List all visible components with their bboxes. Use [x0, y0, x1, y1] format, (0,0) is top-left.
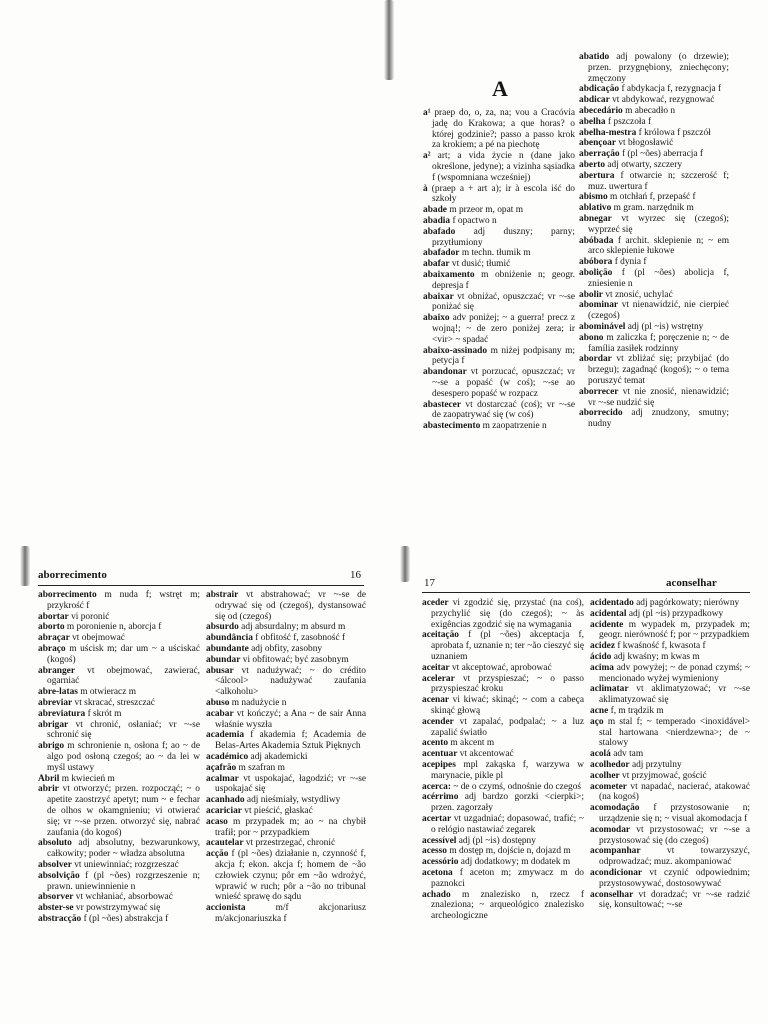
entry: abominar vt nienawidzić, nie cierpieć (czegoś) — [579, 300, 729, 322]
entry: abrir vt otworzyć; przen. rozpocząć; ~ o apetite zaostrzyć apetyt; num ~ e fechar de olhos w okamgnieniu; vi otwierać się; vr ~-se przen. otworzyć się, nabrać zaufania (do kogoś) — [38, 784, 200, 838]
entry: acomodar vt przystosować; vr ~-se a przystosować się (do czegoś) — [590, 824, 750, 846]
entry: acelerar vt przyspieszać; ~ o passo przyspieszać kroku — [422, 673, 584, 695]
entry: accionista m/f akcjonariusz m/akcjonariuszka f — [206, 903, 366, 924]
entry: acesso m dostęp m, dojście n, dojazd m — [422, 846, 571, 857]
entry: acção f (pl ~ões) działanie n, czynność f, akcja f; ekon. akcja f; homem de ~ão człowiek czynu; pôr em ~ão wdrożyć, wprawić w ruch; pôr a ~ão no tribunal wnieść sprawę do sądu — [206, 849, 366, 903]
entry: acetona f aceton m; zmywacz m do paznokci — [422, 867, 584, 889]
entry: acne f, m trądzik m — [590, 705, 664, 716]
entry: abafador m techn. tłumik m — [423, 248, 531, 259]
entry: abundante adj obfity, zasobny — [206, 643, 323, 654]
running-head: aborrecimento — [38, 569, 107, 581]
page16-column-1 — [38, 590, 200, 925]
entry: absurdo adj absurdalny; m absurd m — [206, 622, 346, 633]
entry: abelha f pszczoła f — [579, 116, 652, 127]
entry: aborrecido adj znudzony, smutny; nudny — [579, 408, 729, 430]
entry: acerca: ~ de o czymś, odnośnie do czegoś — [422, 781, 582, 792]
entry: abre-latas m otwieracz m — [38, 687, 136, 698]
entry: academia f akademia f; Academia de Belas-Artes Akademia Sztuk Pięknych — [206, 730, 366, 752]
entry: a² art; a vida życie n (dane jako określone, jedyne); a vizinha sąsiadka f (wspomniana wcześniej) — [423, 151, 575, 183]
entry: acessível adj (pl ~is) dostępny — [422, 835, 536, 846]
entry: abordar vt zbliżać się; przybijać (do brzegu); zagadnąć (kogoś); ~ o tema poruszyć temat — [579, 354, 729, 386]
entry: abecedário m abecadło n — [579, 105, 676, 116]
entry: absoluto adj absolutny, bezwarunkowy, całkowity; poder ~ władza absolutna — [38, 838, 200, 860]
entry: abreviar vt skracać, streszczać — [38, 697, 155, 708]
entry: absolvição f (pl ~ões) rozgrzeszenie n; prawn. uniewinnienie n — [38, 870, 200, 892]
entry: abade m przeor m, opat m — [423, 205, 523, 216]
entry: aceitar vt akceptować, aprobować — [422, 662, 552, 673]
page-number: 17 — [424, 577, 435, 589]
entry: acanhado adj nieśmiały, wstydliwy — [206, 795, 341, 806]
entry: acidez f kwaśność f, kwasota f — [590, 641, 706, 652]
entry: açafrão m szafran m — [206, 762, 285, 773]
entry: aço m stal f; ~ temperado <inoxidável> stal hartowana <nierdzewna>; de ~ stalowy — [590, 716, 750, 749]
entry: abusar vt nadużywać; ~ do crédito <álcool> nadużywać zaufania <alkoholu> — [206, 665, 366, 698]
top-column-2 — [579, 52, 729, 430]
entry: abolir vt znosić, uchylać — [579, 289, 673, 300]
entry: acolher vt przyjmować, gościć — [590, 770, 707, 781]
entry: abóbora f dynia f — [579, 257, 647, 268]
entry: ácido adj kwaśny; m kwas m — [590, 651, 700, 662]
entry: acaso m przypadek m; ao ~ na chybił trafił; por ~ przypadkiem — [206, 816, 366, 838]
entry: abismo m otchłań f, przepaść f — [579, 192, 696, 203]
section-letter: A — [492, 76, 508, 101]
entry: acidente m wypadek m, przypadek m; geogr. nierówność f; por ~ przypadkiem — [590, 619, 750, 641]
entry: abundar vi obfitować; być zasobnym — [206, 654, 349, 665]
entry: acautelar vt przestrzegać, chronić — [206, 838, 336, 849]
page-number: 16 — [350, 569, 361, 581]
entry: aclimatar vt aklimatyzować; vr ~-se aklimatyzować się — [590, 684, 750, 706]
header-rule — [422, 592, 750, 593]
entry: abafar vt dusić; tłumić — [423, 259, 511, 270]
entry: abastecimento m zaopatrzenie n — [423, 421, 547, 432]
entry: acolá adv tam — [590, 749, 644, 760]
entry: aberto adj otwarty, szczery — [579, 159, 683, 170]
entry: à (praep a + art a); ir à escola iść do szkoły — [423, 183, 575, 205]
entry: ablativo m gram. narzędnik m — [579, 203, 694, 214]
entry: acentuar vt akcentować — [422, 749, 514, 760]
entry: abolição f (pl ~ões) abolicja f, zniesienie n — [579, 267, 729, 289]
entry: abandonar vt porzucać, opuszczać; vr ~-se a popaść (w coś); ~-se ao desespero popaść w rozpacz — [423, 367, 575, 399]
entry: a¹ praep do, o, za, na; vou a Cracóvia jadę do Krakowa; a que horas? o której godzinie?; passo a passo krok za krokiem; a pé na piechotę — [423, 108, 575, 151]
entry: acalmar vt uspokajać, łagodzić; vr ~-se uspokajać się — [206, 773, 366, 795]
entry: acomodação f przystosowanie n; urządzenie się n; ~ visual akomodacja f — [590, 803, 750, 824]
binding-shadow — [400, 546, 410, 582]
entry: abdicação f abdykacja f, rezygnacja f — [579, 84, 722, 95]
entry: abdicar vt abdykować, rezygnować — [579, 95, 715, 106]
header-rule — [38, 585, 364, 586]
entry: abóbada f archit. sklepienie n; ~ em arco sklepienie łukowe — [579, 235, 729, 257]
entry: aborto m poronienie n, aborcja f — [38, 622, 162, 633]
running-head: aconselhar — [666, 577, 717, 589]
entry: abrigar vt chronić, osłaniać; vr ~-se schronić się — [38, 719, 200, 741]
entry: acertar vt uzgadniać; dopasować, trafić; ~ o relógio nastawiać zegarek — [422, 813, 584, 835]
scan-page-16 — [0, 540, 384, 1024]
top-column-1 — [423, 108, 575, 432]
entry: abuso m nadużycie n — [206, 697, 287, 708]
binding-shadow — [20, 546, 30, 586]
entry: abaixo adv poniżej; ~ a guerra! precz z wojną!; ~ de zero poniżej zera; ir <vir> ~ spadać — [423, 313, 575, 345]
entry: abraço m uścisk m; dar um ~ a uściskać (kogoś) — [38, 643, 200, 665]
entry: abnegar vt wyrzec się (czegoś); wyprzeć się — [579, 213, 729, 235]
entry: acender vt zapalać, podpalać; ~ a luz zapalić światło — [422, 716, 584, 738]
entry: acessório adj dodatkowy; m dodatek m — [422, 857, 571, 868]
entry: acariciar vt pieścić, głaskać — [206, 805, 313, 816]
entry: abaixar vt obniżać, opuszczać; vr ~-se poniżać się — [423, 291, 575, 313]
entry: acabar vt kończyć; a Ana ~ de sair Anna właśnie wyszła — [206, 708, 366, 730]
entry: abatido adj powalony (o drzewie); przen. przygnębiony, zniechęcony; zmęczony — [579, 52, 729, 84]
entry: abono m zaliczka f; poręczenie n; ~ de família zasiłek rodzinny — [579, 332, 729, 354]
entry: abadia f opactwo n — [423, 215, 497, 226]
entry: abster-se vr powstrzymywać się — [38, 903, 161, 914]
page16-column-2 — [206, 590, 366, 925]
entry: abastecer vt dostarczać (coś); vr ~-se de zaopatrywać się (w coś) — [423, 399, 575, 421]
entry: abertura f otwarcie n; szczerość f; muz. uwertura f — [579, 170, 729, 192]
scan-page-17 — [384, 540, 768, 1024]
entry: achado m znalezisko n, rzecz f znaleziona; ~ arqueológico znalezisko archeologiczne — [422, 889, 584, 922]
entry: abaixo-assinado m niżej podpisany m; petycja f — [423, 345, 575, 367]
entry: acima adv powyżej; ~ de ponad czymś; ~ mencionado wyżej wymieniony — [590, 662, 750, 684]
page17-column-1 — [422, 598, 584, 922]
entry: acento m akcent m — [422, 738, 495, 749]
entry: abstrair vt abstrahować; vr ~-se de odrywać się od (czegoś), dystansować się od (czegoś) — [206, 590, 366, 622]
entry: abrigo m schronienie n, osłona f; ao ~ de algo pod osłoną czegoś; ao ~ da lei w myśl ustawy — [38, 741, 200, 773]
entry: aborrecer vt nie znosić, nienawidzić; vr ~-se nudzić się — [579, 386, 729, 408]
binding-shadow — [384, 0, 394, 80]
entry: abelha-mestra f królowa f pszczół — [579, 127, 711, 138]
entry: acometer vt napadać, nacierać, atakować (na kogoś) — [590, 781, 750, 803]
entry: abominável adj (pl ~is) wstrętny — [579, 321, 704, 332]
entry: acérrimo adj bardzo gorzki <cierpki>; przen. zagorzały — [422, 792, 584, 814]
entry: aceitação f (pl ~ões) akceptacja f, aprobata f, uznanie n; ter ~ão cieszyć się uznaniem — [422, 630, 584, 662]
entry: absolver vt uniewinniać; rozgrzeszać — [38, 859, 179, 870]
entry: abstracção f (pl ~ões) abstrakcja f — [38, 913, 169, 924]
entry: abranger vt obejmować, zawierać, ogarniać — [38, 665, 200, 687]
entry: Abril m kwiecień m — [38, 773, 115, 784]
entry: acidental adj (pl ~is) przypadkowy — [590, 608, 724, 619]
entry: abundância f obfitość f, zasobność f — [206, 633, 346, 644]
entry: abraçar vt obejmować — [38, 633, 125, 644]
entry: acidentado adj pagórkowaty; nierówny — [590, 598, 740, 608]
scan-top-page — [380, 0, 768, 540]
entry: aborrecimento m nuda f; wstręt m; przykrość f — [38, 590, 200, 611]
entry: académico adj akademicki — [206, 751, 308, 762]
entry: aberração f (pl ~ões) aberracja f — [579, 149, 704, 160]
entry: abençoar vt błogosławić — [579, 138, 674, 149]
entry: acenar vi kiwać; skinąć; ~ com a cabeça skinąć głową — [422, 695, 584, 716]
entry: acondicionar vt czynić odpowiednim; przystosowywać, dostosowywać — [590, 867, 750, 889]
entry: abaixamento m obniżenie n; geogr. depresja f — [423, 269, 575, 291]
entry: aconselhar vt doradzać; vr ~-se radzić się, konsultować; ~-se — [590, 889, 750, 911]
entry: absorver vt wchłaniać, absorbować — [38, 892, 173, 903]
entry: acolhedor adj przytulny — [590, 759, 682, 770]
entry: abortar vi poronić — [38, 611, 110, 622]
entry: acompanhar vt towarzyszyć, odprowadzać; muz. akompaniować — [590, 846, 750, 868]
entry: abafado adj duszny; parny; przytłumiony — [423, 226, 575, 248]
entry: abreviatura f skrót m — [38, 708, 122, 719]
entry: aceder vi zgodzić się, przystać (na coś), przychylić się (do czegoś); ~ às exigências zgodzić się na wymagania — [422, 598, 584, 630]
page17-column-2 — [590, 598, 750, 911]
entry: acepipes mpl zakąska f, warzywa w marynacie, pikle pl — [422, 759, 584, 781]
